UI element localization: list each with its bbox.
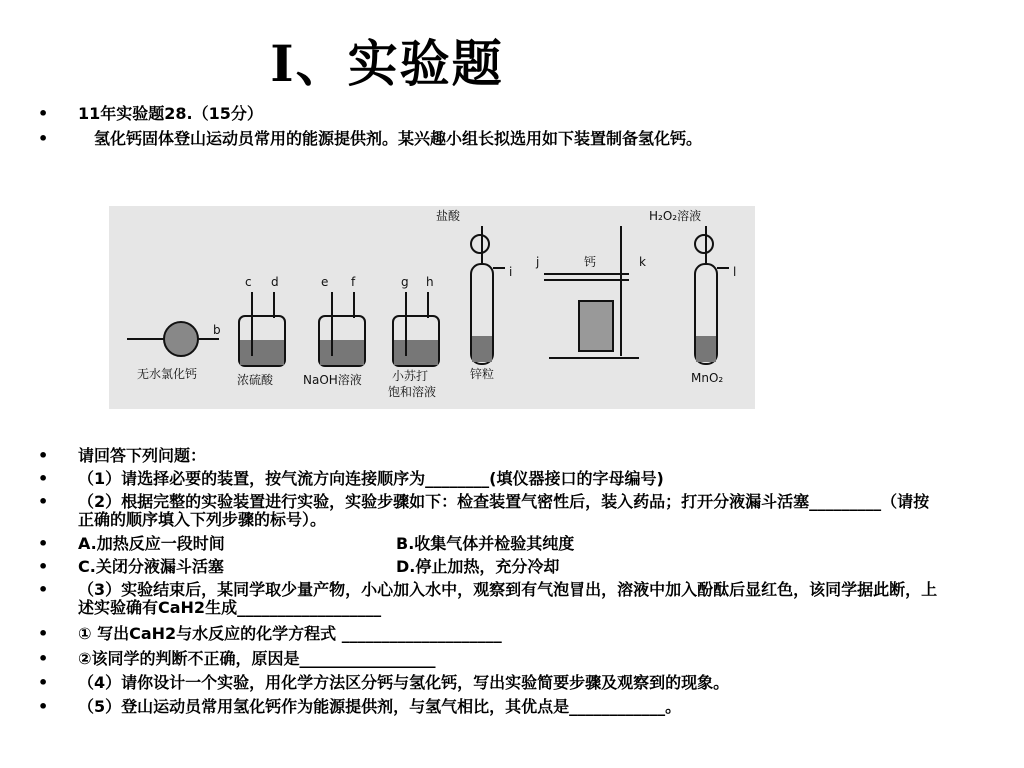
question-3: （3）实验结束后，某同学取少量产物，小心加入水中，观察到有气泡冒出，溶液中加入酚酞后显红色，该同学据此断，上述实验确有CaH2生成__________________ bbox=[78, 580, 938, 617]
bullet-dot: • bbox=[38, 129, 49, 148]
bullet-dot: • bbox=[38, 104, 49, 123]
label-nahco3-1: 小苏打 bbox=[392, 369, 429, 383]
label-k: k bbox=[639, 255, 646, 269]
figure-background bbox=[109, 206, 755, 409]
question-4: （4）请你设计一个实验，用化学方法区分钙与氢化钙，写出实验简要步骤及观察到的现象。 bbox=[78, 673, 730, 692]
question-1: （1）请选择必要的装置，按气流方向连接顺序为________(填仪器接口的字母编号) bbox=[78, 469, 664, 488]
question-3-1: ① 写出CaH2与水反应的化学方程式 ____________________ bbox=[78, 624, 502, 643]
label-h2o2: H₂O₂溶液 bbox=[649, 209, 702, 223]
question-2: （2）根据完整的实验装置进行实验，实验步骤如下：检查装置气密性后，装入药品；打开分液漏斗活塞_________（请按正确的顺序填入下列步骤的标号）。 bbox=[78, 492, 930, 529]
bullet-dot: • bbox=[38, 673, 49, 692]
bullet-dot: • bbox=[38, 649, 49, 668]
option-b: B.收集气体并检验其纯度 bbox=[396, 534, 575, 553]
slide-title: Ⅰ、实验题 bbox=[270, 34, 504, 93]
label-mno2: MnO₂ bbox=[691, 371, 724, 385]
label-i: i bbox=[509, 265, 513, 279]
bullet-dot: • bbox=[38, 534, 49, 553]
apparatus-figure bbox=[109, 206, 755, 409]
label-nahco3-2: 饱和溶液 bbox=[388, 385, 437, 399]
bullet-dot: • bbox=[38, 697, 49, 716]
label-calcium: 钙 bbox=[584, 255, 597, 269]
bullet-dot: • bbox=[38, 492, 49, 511]
option-d: D.停止加热，充分冷却 bbox=[396, 557, 560, 576]
label-zinc: 锌粒 bbox=[470, 367, 495, 381]
options-row-cd bbox=[78, 558, 938, 576]
label-l: l bbox=[733, 265, 737, 279]
question-intro: 氢化钙固体登山运动员常用的能源提供剂。某兴趣小组长拟选用如下装置制备氢化钙。 bbox=[78, 129, 703, 148]
bullet-dot: • bbox=[38, 469, 49, 488]
bullet-dot: • bbox=[38, 624, 49, 643]
prompt-answer: 请回答下列问题： bbox=[78, 446, 207, 465]
label-c: c bbox=[245, 275, 252, 289]
option-a: A.加热反应一段时间 bbox=[78, 534, 225, 553]
label-b: b bbox=[213, 323, 221, 337]
label-j: j bbox=[536, 255, 540, 269]
label-naoh: NaOH溶液 bbox=[303, 373, 362, 387]
bullet-dot: • bbox=[38, 557, 49, 576]
label-f: f bbox=[351, 275, 356, 289]
option-c: C.关闭分液漏斗活塞 bbox=[78, 557, 224, 576]
options-row-ab bbox=[78, 535, 938, 553]
bullet-dot: • bbox=[38, 446, 49, 465]
label-conc-h2so4: 浓硫酸 bbox=[237, 373, 274, 387]
label-d: d bbox=[271, 275, 279, 289]
question-header: 11年实验题28.（15分） bbox=[78, 104, 263, 123]
label-cacl2: 无水氯化钙 bbox=[137, 367, 198, 381]
label-h: h bbox=[426, 275, 434, 289]
label-e: e bbox=[321, 275, 329, 289]
label-g: g bbox=[401, 275, 409, 289]
question-3-2: ②该同学的判断不正确，原因是_________________ bbox=[78, 649, 436, 668]
question-5: （5）登山运动员常用氢化钙作为能源提供剂，与氢气相比，其优点是____________。 bbox=[78, 697, 682, 716]
apparatus-diagram bbox=[109, 206, 755, 409]
bullet-dot: • bbox=[38, 580, 49, 599]
label-hcl: 盐酸 bbox=[436, 209, 461, 223]
